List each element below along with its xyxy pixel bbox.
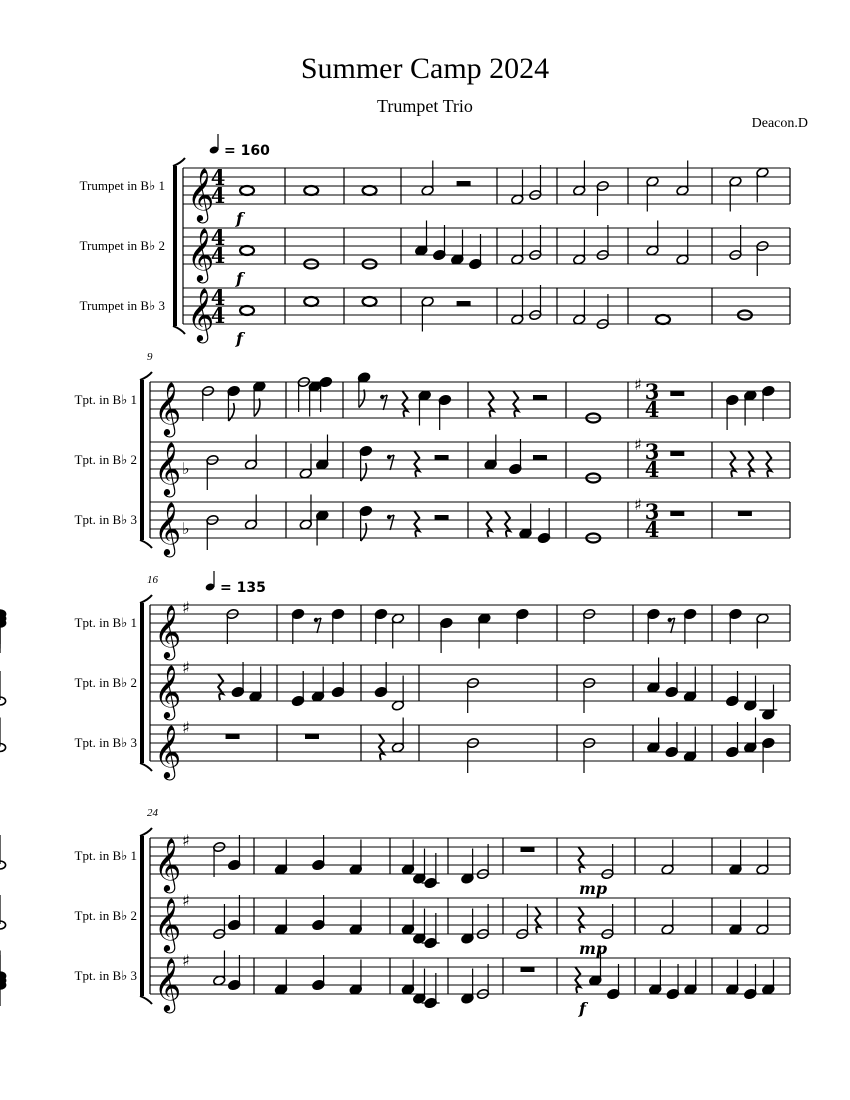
key-signature-sharp: ♯ xyxy=(182,951,190,970)
system-bracket xyxy=(140,380,144,540)
instrument-name: Tpt. in B♭ 1 xyxy=(74,392,137,407)
treble-clef-icon: 𝄞 xyxy=(154,604,182,658)
quarter-rest xyxy=(489,391,494,417)
tempo-mark: = 160 xyxy=(224,143,270,159)
key-signature-sharp: ♯ xyxy=(182,658,190,677)
key-signature-sharp: ♯ xyxy=(182,718,190,737)
score-subtitle: Trumpet Trio xyxy=(377,96,473,116)
instrument-name: Tpt. in B♭ 3 xyxy=(74,735,137,750)
note-a4 xyxy=(363,186,377,195)
measure-number: 16 xyxy=(147,574,158,586)
quarter-rest xyxy=(578,847,583,873)
tempo-mark: = 135 xyxy=(220,580,266,596)
time-signature-top: 3 xyxy=(644,379,660,404)
note-a4 xyxy=(240,306,254,315)
time-signature-bottom: 4 xyxy=(644,457,660,482)
treble-clef-icon: 𝄞 xyxy=(154,664,182,718)
whole-rest xyxy=(738,511,752,516)
quarter-rest xyxy=(505,511,510,537)
note-a4 xyxy=(0,744,6,752)
treble-clef-icon: 𝄞 xyxy=(154,501,182,555)
quarter-rest xyxy=(402,391,407,417)
time-signature-bottom: 4 xyxy=(210,303,226,328)
treble-clef-icon: 𝄞 xyxy=(187,227,215,281)
key-signature-flat: ♭ xyxy=(182,519,190,538)
half-rest xyxy=(457,301,471,306)
quarter-rest xyxy=(575,967,580,993)
system-bracket xyxy=(140,603,144,763)
time-signature-bottom: 4 xyxy=(210,183,226,208)
quarter-rest xyxy=(414,451,419,477)
note-e4 xyxy=(0,697,6,705)
score-title: Summer Camp 2024 xyxy=(300,52,550,85)
whole-rest xyxy=(521,967,535,972)
treble-clef-icon: 𝄞 xyxy=(154,381,182,435)
quarter-rest xyxy=(218,674,223,700)
treble-clef-icon: 𝄞 xyxy=(187,287,215,341)
time-signature-top: 3 xyxy=(644,499,660,524)
system-bracket xyxy=(173,326,185,334)
composer-name: Deacon.D xyxy=(751,116,808,131)
quarter-rest xyxy=(578,907,583,933)
note-a4 xyxy=(240,186,254,195)
treble-clef-icon: 𝄞 xyxy=(154,837,182,891)
quarter-rest xyxy=(513,391,518,417)
instrument-name: Tpt. in B♭ 2 xyxy=(74,452,137,467)
instrument-name: Tpt. in B♭ 3 xyxy=(74,512,137,527)
dynamic-marking: f xyxy=(579,999,586,1018)
half-rest xyxy=(533,395,547,400)
quarter-rest xyxy=(379,734,384,760)
system-bracket xyxy=(140,828,152,836)
time-signature-top: 4 xyxy=(210,285,226,310)
treble-clef-icon: 𝄞 xyxy=(154,441,182,495)
dynamic-marking: mp xyxy=(579,879,608,898)
key-signature-sharp: ♯ xyxy=(634,495,642,514)
quarter-rest xyxy=(486,511,491,537)
treble-clef-icon: 𝄞 xyxy=(154,957,182,1011)
note-g4 xyxy=(0,861,6,869)
system-bracket xyxy=(140,372,152,380)
whole-rest xyxy=(670,451,684,456)
instrument-name: Trumpet in B♭ 1 xyxy=(79,178,165,193)
system-bracket xyxy=(140,996,152,1004)
measure-number: 24 xyxy=(147,807,158,819)
quarter-rest xyxy=(730,451,735,477)
instrument-name: Trumpet in B♭ 3 xyxy=(79,298,165,313)
quarter-rest xyxy=(414,511,419,537)
time-signature-bottom: 4 xyxy=(210,243,226,268)
system-bracket xyxy=(140,836,144,996)
quarter-rest xyxy=(766,451,771,477)
time-signature-top: 4 xyxy=(210,225,226,250)
half-rest xyxy=(435,515,449,520)
quarter-rest xyxy=(748,451,753,477)
measure-number: 9 xyxy=(147,351,153,363)
whole-rest xyxy=(305,734,319,739)
note-d5 xyxy=(0,610,6,618)
system-bracket xyxy=(140,595,152,603)
whole-rest xyxy=(670,391,684,396)
dynamic-marking: mp xyxy=(579,939,608,958)
treble-clef-icon: 𝄞 xyxy=(154,724,182,778)
treble-clef-icon: 𝄞 xyxy=(187,167,215,221)
note-f4 xyxy=(656,315,670,324)
system-bracket xyxy=(173,166,177,326)
quarter-rest xyxy=(535,907,540,933)
instrument-name: Tpt. in B♭ 2 xyxy=(74,675,137,690)
system-bracket xyxy=(140,540,152,548)
note-g4 xyxy=(0,921,6,929)
system-bracket xyxy=(173,158,185,166)
key-signature-sharp: ♯ xyxy=(182,598,190,617)
key-signature-sharp: ♯ xyxy=(634,375,642,394)
instrument-name: Tpt. in B♭ 3 xyxy=(74,968,137,983)
note-b4 xyxy=(0,972,6,980)
system-bracket xyxy=(140,763,152,771)
note-a4 xyxy=(304,186,318,195)
half-rest xyxy=(435,455,449,460)
note-a4 xyxy=(240,246,254,255)
instrument-name: Tpt. in B♭ 2 xyxy=(74,908,137,923)
key-signature-sharp: ♯ xyxy=(182,891,190,910)
note-c5 xyxy=(304,297,318,306)
dynamic-marking: f xyxy=(236,269,243,288)
whole-rest xyxy=(670,511,684,516)
half-rest xyxy=(457,181,471,186)
key-signature-flat: ♭ xyxy=(182,459,190,478)
dynamic-marking: f xyxy=(236,329,243,348)
note-flag xyxy=(359,390,365,408)
time-signature-bottom: 4 xyxy=(644,397,660,422)
time-signature-bottom: 4 xyxy=(644,517,660,542)
time-signature-top: 4 xyxy=(210,165,226,190)
key-signature-sharp: ♯ xyxy=(634,435,642,454)
half-rest xyxy=(533,455,547,460)
whole-rest xyxy=(226,734,240,739)
note-flag xyxy=(254,399,260,417)
key-signature-sharp: ♯ xyxy=(182,831,190,850)
treble-clef-icon: 𝄞 xyxy=(154,897,182,951)
instrument-name: Trumpet in B♭ 2 xyxy=(79,238,165,253)
time-signature-top: 3 xyxy=(644,439,660,464)
note-c5 xyxy=(363,297,377,306)
whole-rest xyxy=(521,847,535,852)
dynamic-marking: f xyxy=(236,209,243,228)
instrument-name: Tpt. in B♭ 1 xyxy=(74,615,137,630)
instrument-name: Tpt. in B♭ 1 xyxy=(74,848,137,863)
